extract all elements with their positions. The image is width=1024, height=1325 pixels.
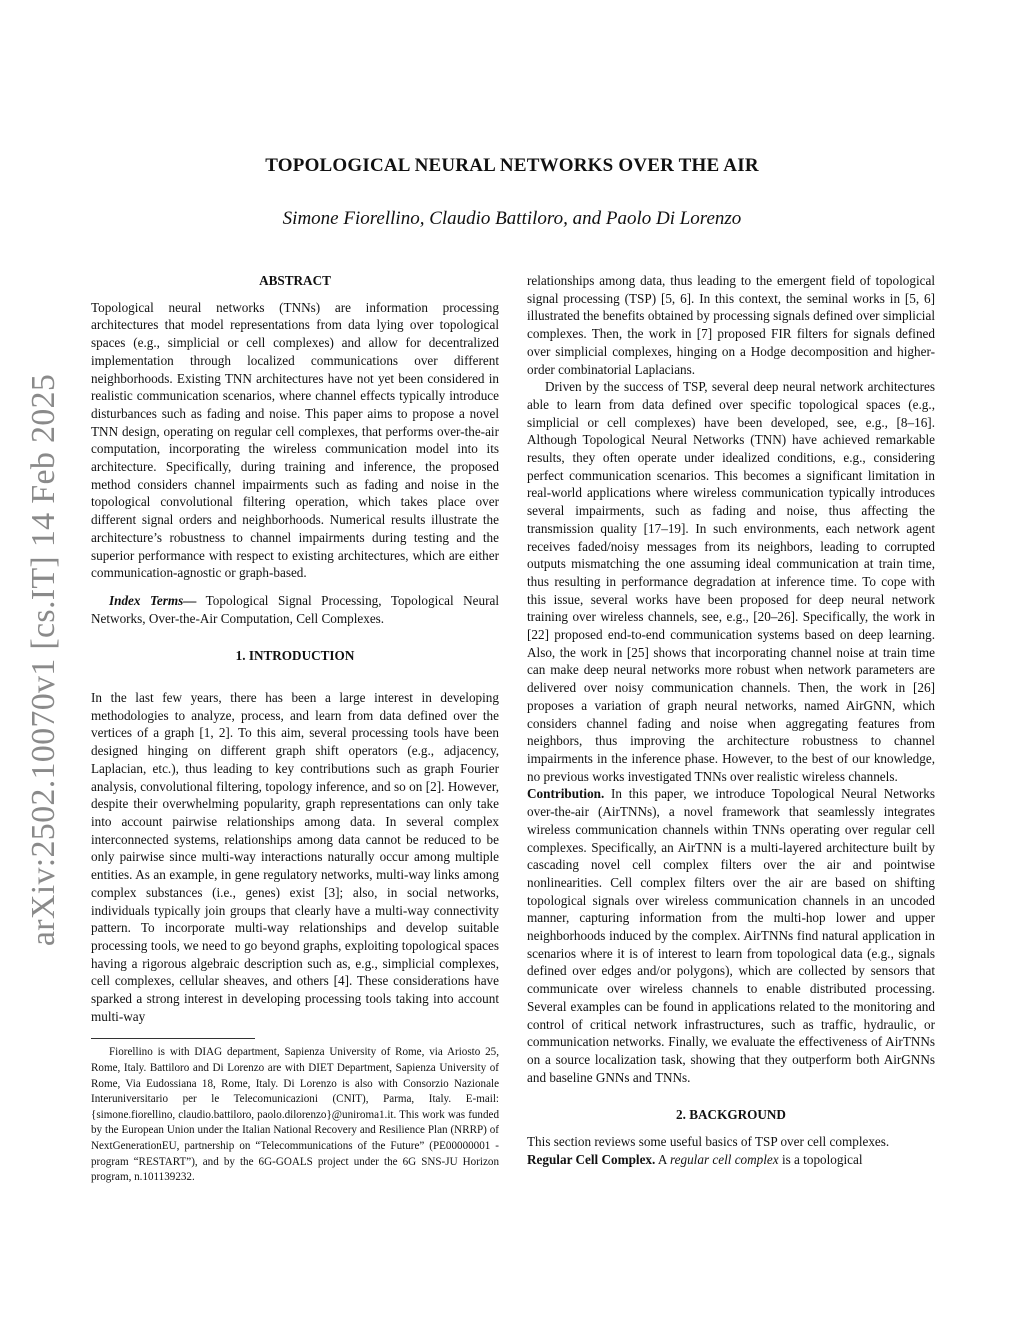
rcc-emphasis: regular cell complex [670,1151,779,1167]
contribution-paragraph [527,785,935,1086]
regular-cell-complex-label: Regular Cell Complex. [527,1151,656,1167]
left-column [91,272,499,1186]
right-column [527,272,935,1168]
paper-title: TOPOLOGICAL NEURAL NETWORKS OVER THE AIR [265,155,759,176]
introduction-paragraph-1: In the last few years, there has been a large interest in developing methodologies to analyze, process, and learn from data defined over the vertices of a graph [1, 2]. To this aim, several processing tools have been designed hinging on different graph shift operators (e.g., adjacency, Laplacian, etc.), thus leading to key contributions such as graph Fourier analysis, convolutional filtering, topology inference, and so on [2]. However, despite their overwhelming popularity, graph representations can only take into account pairwise relationships among data. In several complex interconnected systems, relationships among data cannot be reduced to be only pairwise since multi-way interactions naturally occur among multiple entities. As an example, in gene regulatory networks, multi-way links among complex substances (i.e., genes) exist [3]; also, in social networks, individuals typically join groups that clearly have a multi-way connectivity pattern. To incorporate multi-way relationships and develop suitable processing tools, we need to go beyond graphs, exploiting topological spaces having a rigorous algebraic description such as, e.g., simplicial complexes, cell complexes, cellular sheaves, and others [4]. These considerations have sparked a strong interest in developing processing tools taking into account multi-way [91,690,499,1024]
introduction-paragraph-1-continued: relationships among data, thus leading to the emergent field of topological signal processing (TSP) [5, 6]. In this context, the seminal works in [5, 6] illustrated the benefits obtained by processing signals defined over simplicial complexes. Then, the work in [7] proposed FIR filters for signals defined over simplicial complexes, hinging on a Hodge decomposition and higher-order combinatorial Laplacians. [527,273,935,377]
introduction-paragraph-2: Driven by the success of TSP, several deep neural network architectures able to learn from data defined over specific topological spaces (e.g., simplicial or cell complexes) have been developed, see, e.g., [8–16]. Although Topological Neural Networks (TNN) have achieved remarkable results, they often operate under idealized conditions, e.g., considering perfect communication scenarios. This becomes a significant limitation in real-world applications where wireless communication typically introduces several impairments, such as fading and noise, thus affecting the transmission quality [17–19]. In such environments, each network agent receives faded/noisy messages from its neighbors, leading to corrupted outputs mismatching the one assuming ideal communication at train time, thus resulting in performance degradation at inference time. To cope with this issue, several works have been proposed for deep neural network training over wireless channels, see, e.g., [20–26]. Specifically, the work in [22] proposed end-to-end communication systems based on deep learning. Also, the work in [25] shows that incorporating channel noise at train time can make deep neural networks more robust when network parameters are delivered over noisy communication channels. Then, the work in [26] proposes a variation of graph neural networks, named AirGNN, which considers channel fading and noise when aggregating features from neighbors, thus improving the architecture robustness to channel impairments in the inference phase. However, to the best of our knowledge, no previous works investigated TNNs over realistic wireless channels. [527,379,935,784]
background-heading: 2. BACKGROUND [676,1107,786,1123]
paper-authors: Simone Fiorellino, Claudio Battiloro, and Paolo Di Lorenzo [282,208,742,229]
rcc-text-a: A [655,1151,670,1167]
contribution-label: Contribution. [527,786,605,802]
author-footnote: Fiorellino is with DIAG department, Sapienza University of Rome, via Ariosto 25, Rome, Italy. Battiloro and Di Lorenzo are with DIET Department, Sapienza University of Rome, Via Eudossiana 18, Rome, Italy. Di Lorenzo is also with Consorzio Nazionale Interuniversitario per le Telecomunicazioni (CNIT), Parma, Italy. E-mail: {simone.fiorellino, claudio.battiloro, paolo.dilorenzo}@uniroma1.it. This work was funded by the European Union under the Italian National Recovery and Resilience Plan (NRRP) of NextGenerationEU, partnership on “Telecommunications of the Future” (PE00000001 - program “RESTART”), and by the 6G-GOALS project under the 6G SNS-JU Horizon program, n.101139232. [91,1046,499,1184]
regular-cell-complex-paragraph [527,1151,935,1169]
index-terms-text: Topological Signal Processing, Topological Neural Networks, Over-the-Air Computation, Cell Complexes. [91,592,499,626]
index-terms [91,592,499,627]
background-intro: This section reviews some useful basics of TSP over cell complexes. [527,1134,890,1150]
arxiv-identifier-stamp: arXiv:2502.10070v1 [cs.IT] 14 Feb 2025 [25,373,62,947]
footnote-divider [91,1038,255,1039]
abstract-heading: ABSTRACT [259,273,331,288]
index-terms-label: Index Terms— [109,592,197,608]
abstract-text: Topological neural networks (TNNs) are information processing architectures that model representations from data lying over topological spaces (e.g., simplicial or cell complexes) and allow for decentralized implementation through localized communications over different neighborhoods. Existing TNN architectures have not yet been considered in realistic communication scenarios, where channel effects typically introduce disturbances such as fading and noise. This paper aims to propose a novel TNN design, operating on regular cell complexes, that performs over-the-air computation, incorporating the wireless communication model into its architecture. Specifically, during training and inference, the proposed method considers channel impairments such as fading and noise in the topological convolutional filtering operation, which takes place over different signal orders and neighborhoods. Numerical results illustrate the architecture’s robustness to channel impairments during testing and the superior performance with respect to existing architectures, which are either communication-agnostic or graph-based. [91,299,499,581]
introduction-heading: 1. INTRODUCTION [235,648,355,664]
contribution-text: In this paper, we introduce Topological Neural Networks over-the-air (AirTNNs), a novel framework that seamlessly integrates wireless communication channels within TNNs operating over regular cell complexes. Specifically, an AirTNN is a multi-layered architecture built by cascading novel cell complex filters over the air and pointwise nonlinearities. Cell complex filters over the air are based on shifting topological signals over wireless communication channels in an uncoded manner, capturing information from the multi-hop lower and upper neighborhoods induced by the complex. AirTNNs find natural application in scenarios where it is of interest to learn from topological data (e.g., signals defined over edges and/or polygons), which are collected by sensors that communicate over wireless channels to enable distributed processing. Several examples can be found in applications related to the monitoring and control of critical network infrastructures, such as traffic, hydraulic, or communication networks. Finally, we evaluate the effectiveness of AirTNNs on a source localization task, showing that they outperform both AirGNNs and baseline GNNs and TNNs. [527,786,935,1085]
rcc-text-b: is a topological [778,1151,863,1167]
